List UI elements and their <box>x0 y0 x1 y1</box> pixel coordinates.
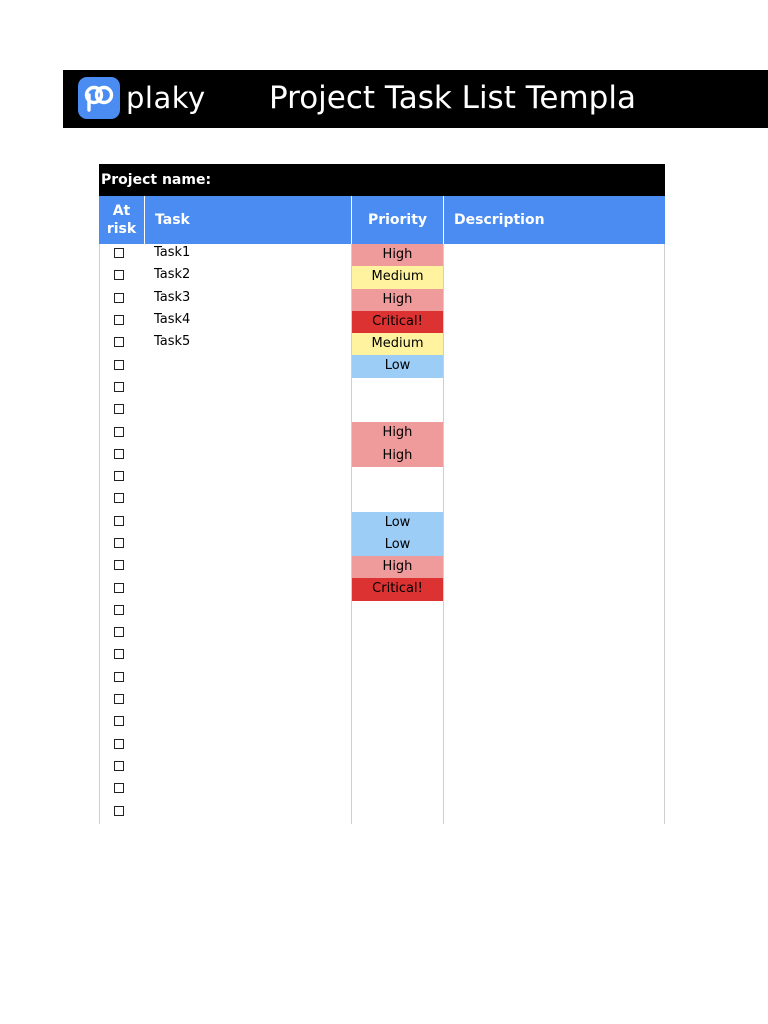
priority-cell[interactable]: Medium <box>352 266 444 288</box>
at-risk-cell <box>99 512 145 534</box>
priority-cell[interactable] <box>352 378 444 400</box>
priority-cell[interactable] <box>352 400 444 422</box>
task-cell[interactable] <box>145 779 352 801</box>
checkbox-icon[interactable] <box>114 739 124 749</box>
priority-cell[interactable] <box>352 801 444 823</box>
description-cell[interactable] <box>444 712 665 734</box>
priority-cell[interactable]: Low <box>352 534 444 556</box>
column-header-task: Task <box>145 196 352 244</box>
checkbox-icon[interactable] <box>114 360 124 370</box>
at-risk-cell <box>99 266 145 288</box>
at-risk-cell <box>99 467 145 489</box>
task-cell[interactable] <box>145 668 352 690</box>
brand-name: plaky <box>126 81 206 115</box>
priority-cell[interactable]: High <box>352 556 444 578</box>
table-row <box>99 355 665 377</box>
at-risk-cell <box>99 489 145 511</box>
description-cell[interactable] <box>444 534 665 556</box>
description-cell[interactable] <box>444 512 665 534</box>
description-cell[interactable] <box>444 422 665 444</box>
table-row <box>99 289 665 311</box>
checkbox-icon[interactable] <box>114 783 124 793</box>
task-cell[interactable] <box>145 578 352 600</box>
task-cell[interactable] <box>145 735 352 757</box>
checkbox-icon[interactable] <box>114 583 124 593</box>
description-cell[interactable] <box>444 400 665 422</box>
description-cell[interactable] <box>444 668 665 690</box>
priority-cell[interactable] <box>352 623 444 645</box>
checkbox-icon[interactable] <box>114 605 124 615</box>
task-cell[interactable] <box>145 690 352 712</box>
at-risk-cell <box>99 556 145 578</box>
description-cell[interactable] <box>444 556 665 578</box>
at-risk-cell <box>99 378 145 400</box>
task-cell[interactable]: Task2 <box>145 266 352 288</box>
description-cell[interactable] <box>444 289 665 311</box>
table-row <box>99 445 665 467</box>
column-header-description: Description <box>454 212 545 228</box>
table-row <box>99 311 665 333</box>
checkbox-icon[interactable] <box>114 806 124 816</box>
task-cell[interactable] <box>145 801 352 823</box>
priority-cell[interactable]: High <box>352 289 444 311</box>
description-cell[interactable] <box>444 333 665 355</box>
table-row <box>99 735 665 757</box>
priority-cell[interactable]: High <box>352 244 444 266</box>
description-cell[interactable] <box>444 445 665 467</box>
checkbox-icon[interactable] <box>114 694 124 704</box>
task-cell[interactable]: Task3 <box>145 289 352 311</box>
task-cell[interactable] <box>145 712 352 734</box>
at-risk-cell <box>99 422 145 444</box>
table-row <box>99 467 665 489</box>
priority-cell[interactable] <box>352 690 444 712</box>
table-row <box>99 489 665 511</box>
table-row <box>99 534 665 556</box>
checkbox-icon[interactable] <box>114 382 124 392</box>
at-risk-cell <box>99 400 145 422</box>
brand-header <box>63 70 768 128</box>
description-cell[interactable] <box>444 489 665 511</box>
task-cell[interactable] <box>145 512 352 534</box>
table-row <box>99 623 665 645</box>
task-cell[interactable] <box>145 355 352 377</box>
checkbox-icon[interactable] <box>114 270 124 280</box>
checkbox-icon[interactable] <box>114 493 124 503</box>
description-cell[interactable] <box>444 601 665 623</box>
checkbox-icon[interactable] <box>114 538 124 548</box>
at-risk-cell <box>99 757 145 779</box>
checkbox-icon[interactable] <box>114 248 124 258</box>
table-row <box>99 712 665 734</box>
priority-cell[interactable] <box>352 467 444 489</box>
document-title: Project Task List Templa <box>269 80 636 116</box>
at-risk-cell <box>99 645 145 667</box>
description-cell[interactable] <box>444 266 665 288</box>
at-risk-cell <box>99 311 145 333</box>
table-row <box>99 601 665 623</box>
task-cell[interactable]: Task1 <box>145 244 352 266</box>
project-name-row[interactable]: Project name: <box>99 164 665 196</box>
at-risk-cell <box>99 289 145 311</box>
task-cell[interactable] <box>145 400 352 422</box>
table-row <box>99 690 665 712</box>
task-cell[interactable] <box>145 534 352 556</box>
description-cell[interactable] <box>444 578 665 600</box>
task-cell[interactable] <box>145 489 352 511</box>
checkbox-icon[interactable] <box>114 627 124 637</box>
priority-cell[interactable] <box>352 779 444 801</box>
at-risk-cell <box>99 690 145 712</box>
table-row <box>99 578 665 600</box>
plaky-logo <box>78 77 206 119</box>
task-cell[interactable] <box>145 645 352 667</box>
description-cell[interactable] <box>444 779 665 801</box>
table-row <box>99 668 665 690</box>
at-risk-cell <box>99 668 145 690</box>
priority-cell[interactable]: High <box>352 445 444 467</box>
description-cell[interactable] <box>444 244 665 266</box>
description-cell[interactable] <box>444 801 665 823</box>
priority-cell[interactable] <box>352 668 444 690</box>
priority-cell[interactable]: Critical! <box>352 311 444 333</box>
task-cell[interactable]: Task5 <box>145 333 352 355</box>
table-row <box>99 333 665 355</box>
at-risk-cell <box>99 779 145 801</box>
description-cell[interactable] <box>444 645 665 667</box>
task-table <box>99 164 665 824</box>
description-cell[interactable] <box>444 690 665 712</box>
checkbox-icon[interactable] <box>114 293 124 303</box>
checkbox-icon[interactable] <box>114 315 124 325</box>
at-risk-cell <box>99 578 145 600</box>
table-header-row <box>99 196 665 244</box>
priority-cell[interactable] <box>352 735 444 757</box>
task-cell[interactable] <box>145 757 352 779</box>
checkbox-icon[interactable] <box>114 649 124 659</box>
table-row <box>99 512 665 534</box>
description-cell[interactable] <box>444 757 665 779</box>
table-row <box>99 400 665 422</box>
at-risk-cell <box>99 534 145 556</box>
column-header-priority: Priority <box>352 196 444 244</box>
task-cell[interactable] <box>145 422 352 444</box>
task-cell[interactable] <box>145 445 352 467</box>
table-row <box>99 422 665 444</box>
checkbox-icon[interactable] <box>114 560 124 570</box>
task-cell[interactable] <box>145 556 352 578</box>
table-row <box>99 801 665 823</box>
at-risk-cell <box>99 601 145 623</box>
priority-cell[interactable]: Low <box>352 355 444 377</box>
description-cell[interactable] <box>444 355 665 377</box>
table-row <box>99 378 665 400</box>
at-risk-cell <box>99 445 145 467</box>
checkbox-icon[interactable] <box>114 471 124 481</box>
at-risk-cell <box>99 801 145 823</box>
priority-cell[interactable] <box>352 757 444 779</box>
plaky-logo-icon <box>78 77 120 119</box>
table-row <box>99 757 665 779</box>
description-cell[interactable] <box>444 467 665 489</box>
table-row <box>99 645 665 667</box>
table-row <box>99 266 665 288</box>
at-risk-cell <box>99 712 145 734</box>
table-row <box>99 244 665 266</box>
checkbox-icon[interactable] <box>114 761 124 771</box>
description-cell[interactable] <box>444 623 665 645</box>
checkbox-icon[interactable] <box>114 716 124 726</box>
priority-cell[interactable]: Critical! <box>352 578 444 600</box>
description-cell[interactable] <box>444 311 665 333</box>
checkbox-icon[interactable] <box>114 337 124 347</box>
description-cell[interactable] <box>444 735 665 757</box>
priority-cell[interactable] <box>352 489 444 511</box>
at-risk-cell <box>99 333 145 355</box>
priority-cell[interactable] <box>352 645 444 667</box>
at-risk-cell <box>99 623 145 645</box>
checkbox-icon[interactable] <box>114 516 124 526</box>
column-header-at-risk: At risk <box>99 196 145 244</box>
task-cell[interactable] <box>145 623 352 645</box>
table-row <box>99 779 665 801</box>
at-risk-cell <box>99 355 145 377</box>
checkbox-icon[interactable] <box>114 449 124 459</box>
task-cell[interactable] <box>145 378 352 400</box>
task-cell[interactable] <box>145 467 352 489</box>
priority-cell[interactable]: High <box>352 422 444 444</box>
task-cell[interactable] <box>145 601 352 623</box>
at-risk-cell <box>99 735 145 757</box>
table-row <box>99 556 665 578</box>
checkbox-icon[interactable] <box>114 672 124 682</box>
priority-cell[interactable] <box>352 601 444 623</box>
at-risk-cell <box>99 244 145 266</box>
checkbox-icon[interactable] <box>114 427 124 437</box>
description-cell[interactable] <box>444 378 665 400</box>
task-cell[interactable]: Task4 <box>145 311 352 333</box>
priority-cell[interactable]: Medium <box>352 333 444 355</box>
checkbox-icon[interactable] <box>114 404 124 414</box>
priority-cell[interactable]: Low <box>352 512 444 534</box>
priority-cell[interactable] <box>352 712 444 734</box>
table-body <box>99 244 665 824</box>
